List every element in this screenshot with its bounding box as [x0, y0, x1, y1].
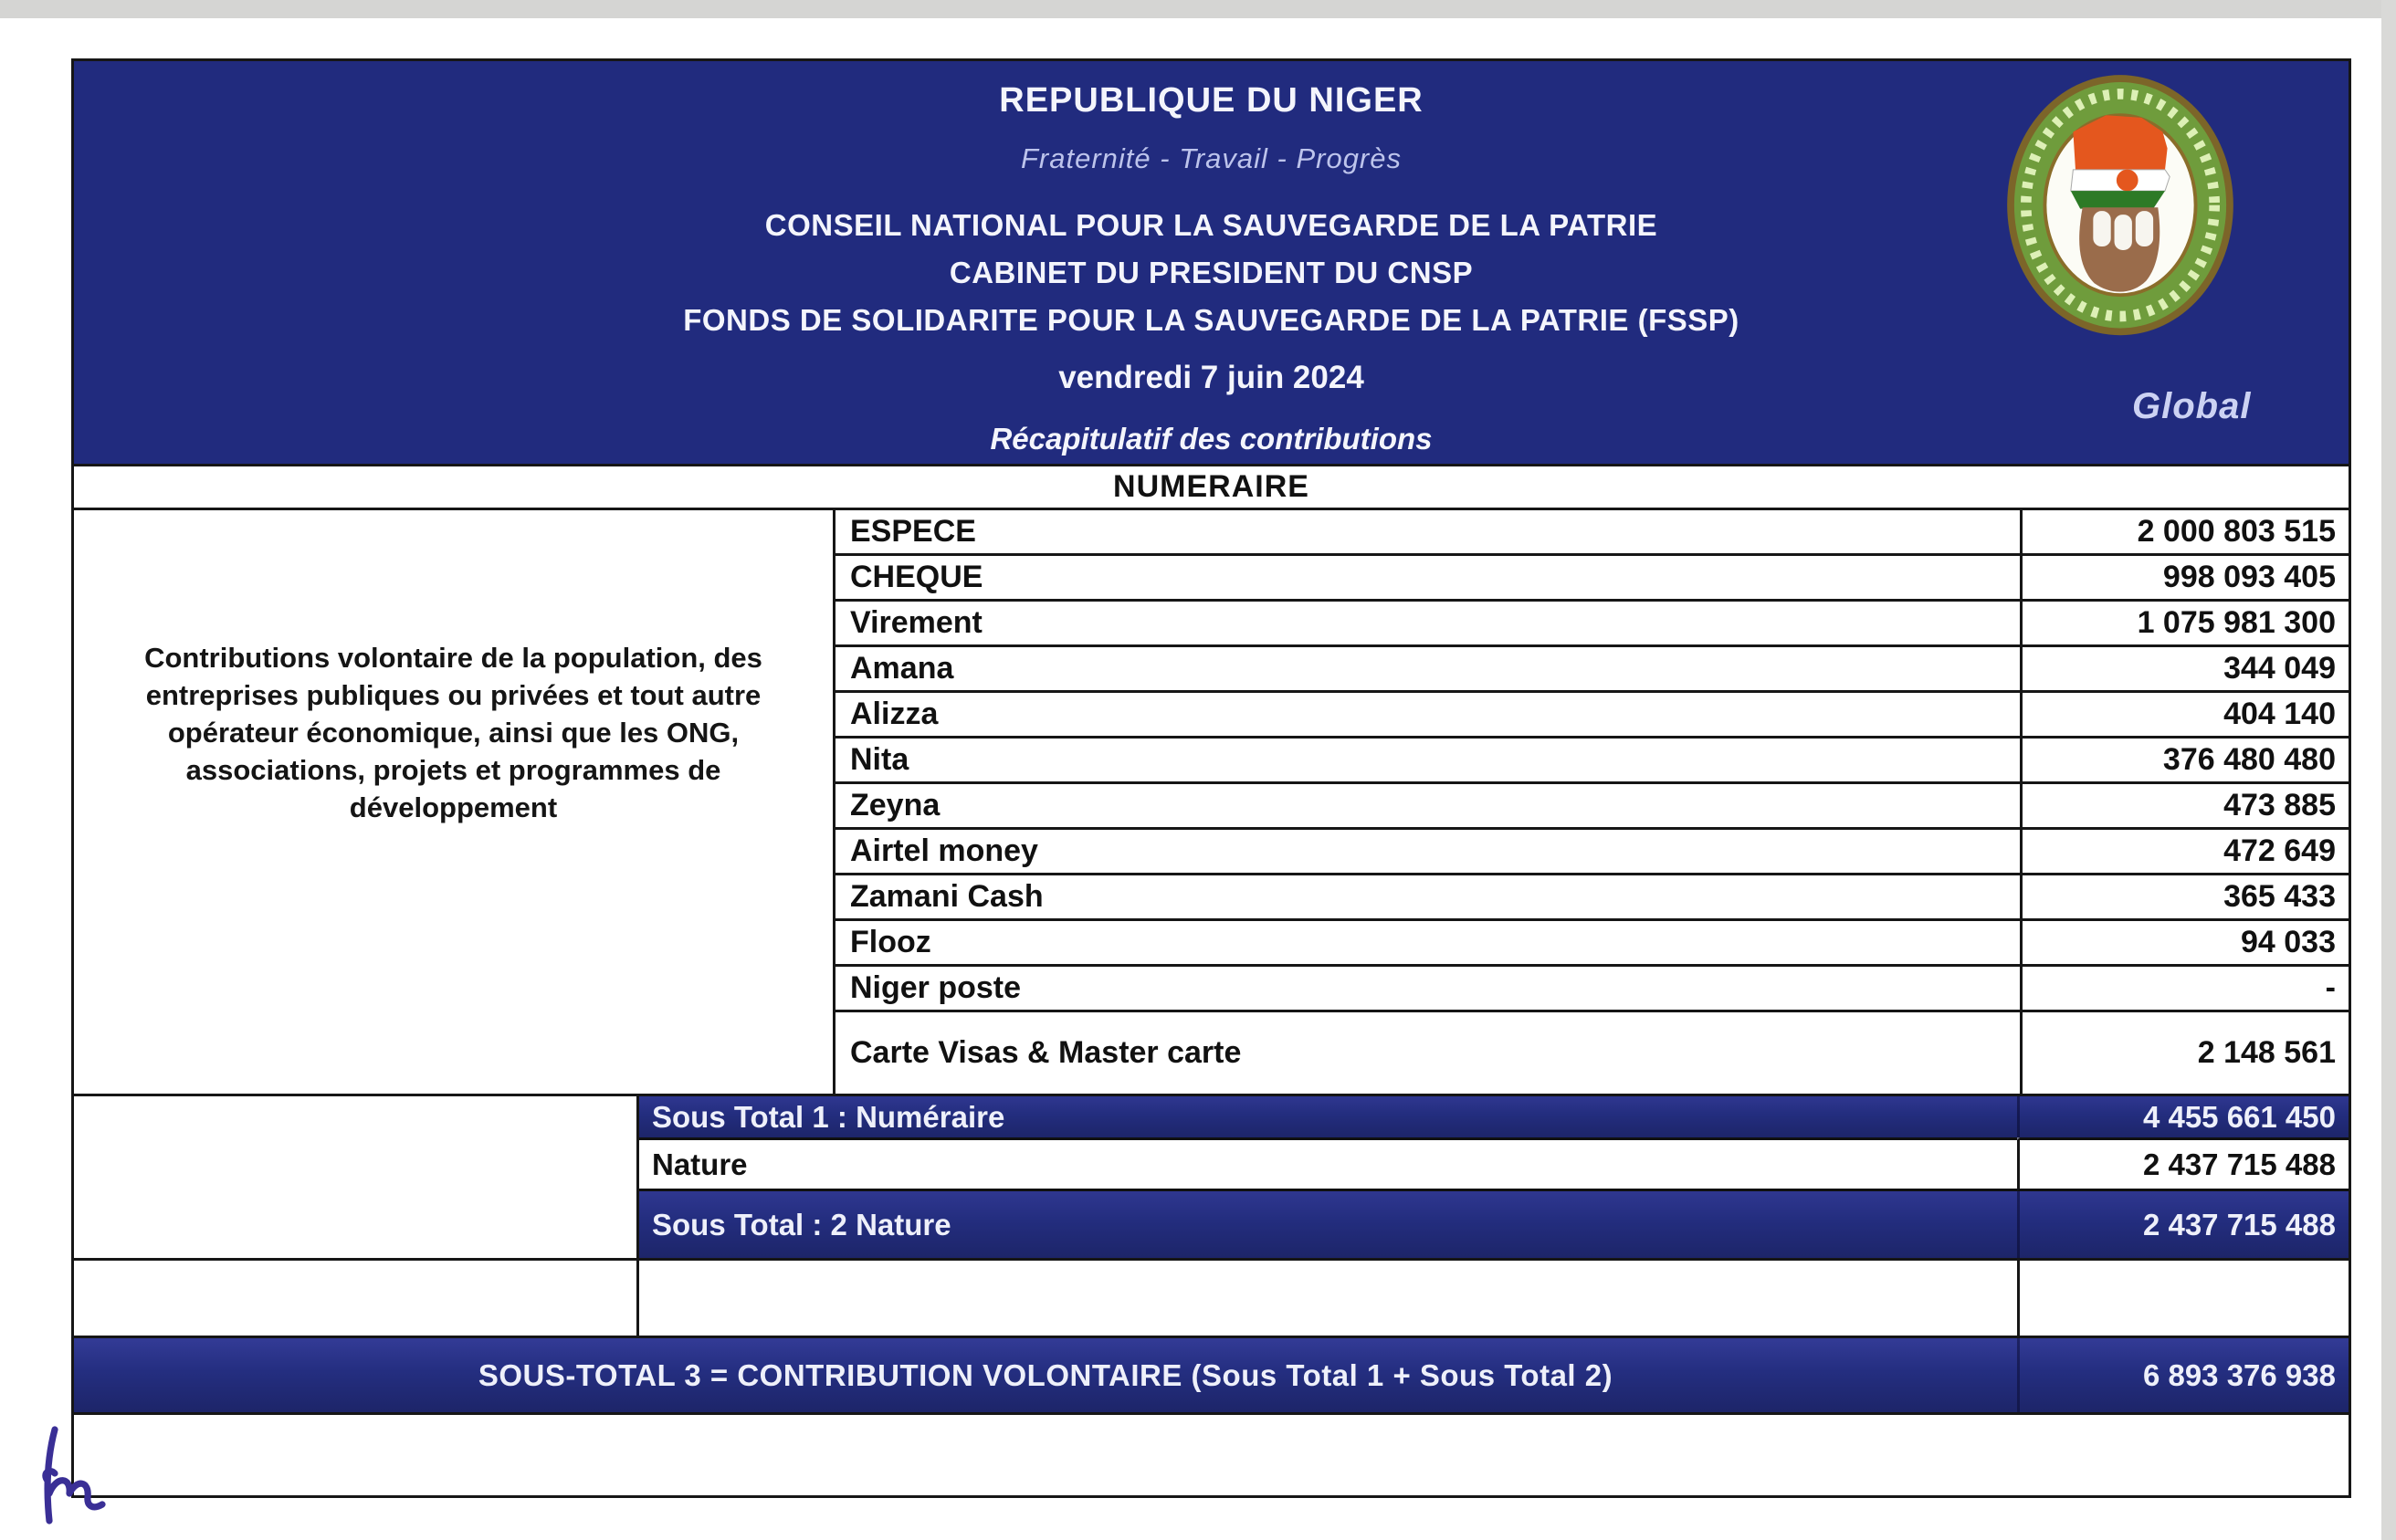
row-label-virement: Virement	[835, 602, 2020, 647]
row-label-zeyna: Zeyna	[835, 784, 2020, 830]
handwritten-ink-mark	[27, 1424, 128, 1539]
row-value-airtel-money: 472 649	[2020, 830, 2349, 875]
nature-label: Nature	[639, 1140, 2017, 1191]
row-label-flooz: Flooz	[835, 921, 2020, 967]
row-value-niger-poste: -	[2020, 967, 2349, 1012]
subtotal2-value: 2 437 715 488	[2017, 1191, 2349, 1258]
row-value-zamani-cash: 365 433	[2020, 875, 2349, 921]
subtotal1-label: Sous Total 1 : Numéraire	[639, 1096, 2017, 1140]
logo-caption: Global	[2132, 386, 2252, 426]
report-date: vendredi 7 juin 2024	[1058, 360, 1364, 395]
row-label-zamani-cash: Zamani Cash	[835, 875, 2020, 921]
fssp-seal-logo-icon	[2002, 70, 2238, 342]
report-subtitle: Récapitulatif des contributions	[990, 422, 1433, 456]
row-value-zeyna: 473 885	[2020, 784, 2349, 830]
row-value-alizza: 404 140	[2020, 693, 2349, 739]
payment-methods-grid	[74, 510, 2349, 1094]
bottom-empty-row	[74, 1415, 2349, 1495]
org-line-3: FONDS DE SOLIDARITE POUR LA SAUVEGARDE DE LA PATRIE (FSSP)	[683, 303, 1739, 337]
section-header-numeraire: NUMERAIRE	[74, 466, 2349, 510]
spacer-cell-value	[2017, 1261, 2349, 1336]
scan-edge-right	[2381, 0, 2396, 1540]
row-label-espece: ESPECE	[835, 510, 2020, 556]
row-label-alizza: Alizza	[835, 693, 2020, 739]
spacer-cell-left	[74, 1261, 639, 1336]
grand-total-label: SOUS-TOTAL 3 = CONTRIBUTION VOLONTAIRE (Sous Total 1 + Sous Total 2)	[478, 1357, 1613, 1392]
grand-total-band	[74, 1336, 2349, 1415]
row-value-flooz: 94 033	[2020, 921, 2349, 967]
row-label-niger-poste: Niger poste	[835, 967, 2020, 1012]
row-value-cheque: 998 093 405	[2020, 556, 2349, 602]
row-label-amana: Amana	[835, 647, 2020, 693]
org-line-2: CABINET DU PRESIDENT DU CNSP	[949, 256, 1474, 289]
subtotal-left-empty-cell	[74, 1096, 639, 1258]
row-value-carte-visas: 2 148 561	[2020, 1012, 2349, 1094]
contribution-description-cell: Contributions volontaire de la population, des entreprises publiques ou privées et tout autre opérateur économique, ainsi que les ONG, associations, projets et programmes de développement	[74, 510, 835, 1094]
report-header-band	[74, 61, 2349, 466]
row-label-nita: Nita	[835, 739, 2020, 784]
row-value-virement: 1 075 981 300	[2020, 602, 2349, 647]
row-value-nita: 376 480 480	[2020, 739, 2349, 784]
subtotal-section	[74, 1094, 2349, 1261]
country-title: REPUBLIQUE DU NIGER	[999, 81, 1424, 120]
row-label-cheque: CHEQUE	[835, 556, 2020, 602]
grand-total-value: 6 893 376 938	[2017, 1338, 2349, 1412]
contributions-table	[71, 58, 2351, 1498]
nature-value: 2 437 715 488	[2017, 1140, 2349, 1191]
scan-edge-top	[0, 0, 2396, 18]
subtotal2-label: Sous Total : 2 Nature	[639, 1191, 2017, 1258]
spacer-cell-middle	[639, 1261, 2017, 1336]
national-motto: Fraternité - Travail - Progrès	[1020, 142, 1402, 174]
org-line-1: CONSEIL NATIONAL POUR LA SAUVEGARDE DE LA PATRIE	[764, 208, 1658, 242]
row-label-carte-visas: Carte Visas & Master carte	[850, 1035, 1242, 1070]
empty-spacer-row	[74, 1261, 2349, 1336]
subtotal1-value: 4 455 661 450	[2017, 1096, 2349, 1140]
row-value-amana: 344 049	[2020, 647, 2349, 693]
row-label-airtel-money: Airtel money	[835, 830, 2020, 875]
row-value-espece: 2 000 803 515	[2020, 510, 2349, 556]
